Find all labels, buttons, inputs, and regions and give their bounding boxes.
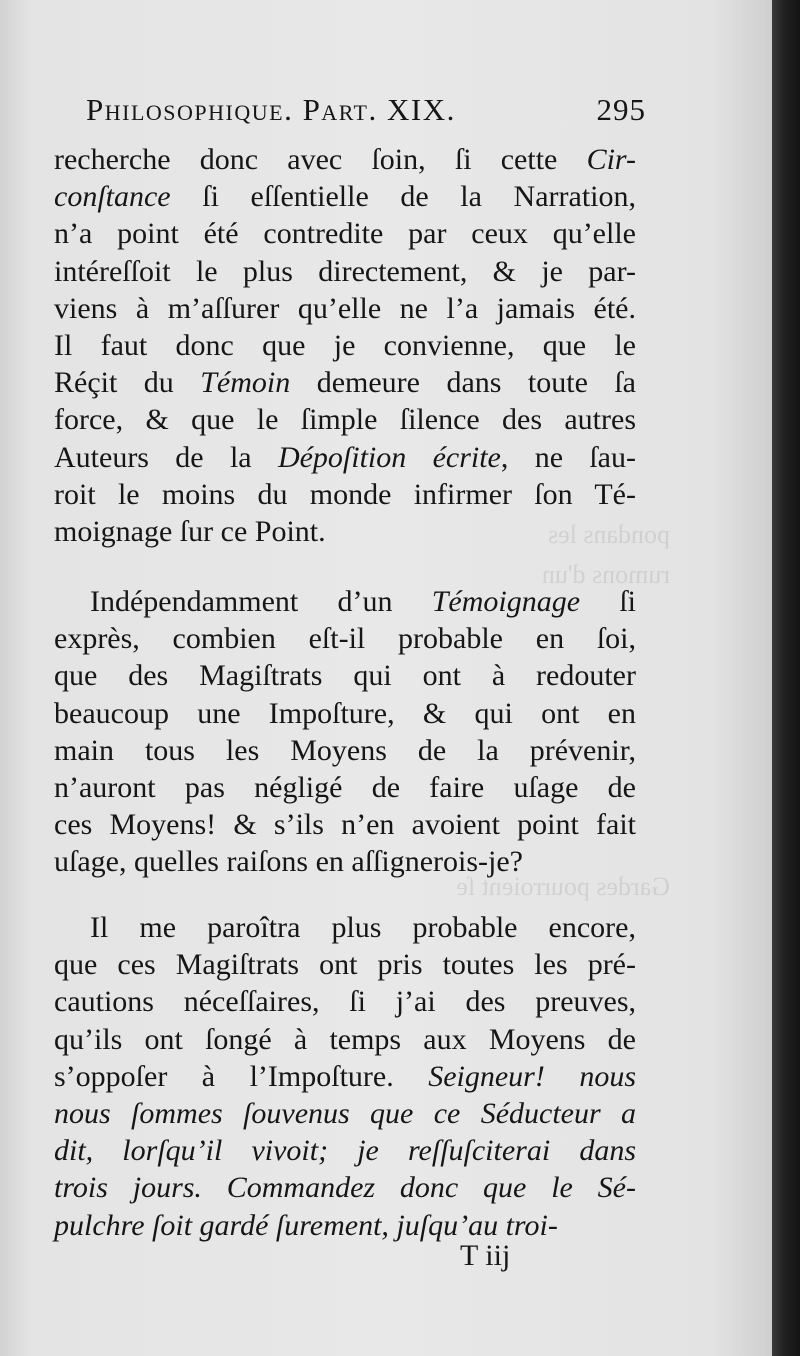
text-line [54, 475, 636, 515]
text-line [54, 1020, 636, 1060]
text-run: force, & que le ſimple ſilence des autres [54, 403, 636, 437]
text-run: qu’ils ont ſongé à temps aux Moyens de [54, 1022, 636, 1056]
text-run: Auteurs de la [54, 440, 278, 474]
text-run: exprès, combien eſt-il probable en ſoi, [54, 622, 636, 656]
text-run: dit, lorſqu’il vivoit; je reſſuſciterai dans [54, 1134, 636, 1168]
text-run: pulchre ſoit gardé ſurement, juſqu’au troi- [54, 1208, 558, 1242]
text-run: uſage, quelles raiſons en aſſignerois-je? [54, 845, 523, 879]
text-run: recherche donc avec ſoin, ſi cette [54, 143, 587, 176]
text-run: Témoignage [431, 585, 581, 618]
text-run: que ces Magiſtrats ont pris toutes les pré- [54, 948, 636, 982]
text-line [54, 1168, 636, 1208]
text-line [54, 619, 636, 659]
running-header [86, 88, 646, 136]
text-line [54, 289, 636, 329]
book-gutter-edge [772, 0, 800, 1356]
text-line [54, 363, 636, 403]
text-run: beaucoup une Impoſture, & qui ont en [54, 696, 636, 730]
text-line [54, 842, 636, 882]
text-run: n’auront pas négligé de faire uſage de [54, 771, 636, 804]
text-run: cautions néceſſaires, ſi j’ai des preuves, [54, 985, 636, 1019]
text-run: s’oppoſer à l’Impoſture. [54, 1059, 429, 1093]
text-run: intéreſſoit le plus directement, & je par- [54, 254, 636, 288]
text-line [54, 400, 636, 440]
text-run: ſi [580, 585, 636, 618]
text-line [54, 731, 636, 771]
text-line [54, 1094, 636, 1134]
text-run: n’a point été contredite par ceux qu’elle [54, 217, 636, 251]
text-line [54, 214, 636, 254]
show-through-text: pondans les [547, 520, 670, 549]
text-run: Il me paroîtra plus probable encore, [90, 911, 636, 944]
text-run: demeure dans toute ſa [290, 366, 637, 400]
text-run: conſtance [54, 180, 171, 214]
text-run: main tous les Moyens de la prévenir, [54, 733, 636, 767]
running-title: Philosophique. Part. XIX. [86, 92, 456, 127]
show-through-text: rumons d'un [541, 560, 670, 589]
text-run: , ne ſau- [500, 440, 636, 474]
text-line [54, 512, 636, 552]
text-run: moignage ſur ce Point. [54, 515, 326, 548]
text-run: Indépendamment d’un [90, 585, 432, 618]
text-run: ſi eſſentielle de la Narration, [170, 180, 636, 214]
text-line [54, 438, 636, 478]
text-run: ces Moyens! & s’ils n’en avoient point fait [54, 808, 636, 842]
text-line [54, 982, 636, 1022]
text-run: nous ſommes ſouvenus que ce Séducteur a [54, 1097, 636, 1130]
text-line [54, 908, 636, 948]
text-run: roit le moins du monde infirmer ſon Té- [54, 477, 636, 511]
text-run: Réçit du [54, 366, 201, 400]
text-run: que des Magiſtrats qui ont à redouter [54, 659, 636, 693]
text-line [54, 656, 636, 696]
text-run: Témoin [200, 366, 291, 400]
signature-mark: T iij [460, 1239, 511, 1272]
text-run: Cir- [586, 143, 636, 176]
text-run: Dépoſition écrite [277, 440, 501, 474]
text-line [54, 582, 636, 622]
text-line [54, 140, 636, 180]
text-line [54, 805, 636, 845]
text-run: trois jours. Commandez donc que le Sé- [54, 1171, 636, 1205]
text-run: viens à m’aſſurer qu’elle ne l’a jamais été. [54, 291, 636, 325]
text-line [54, 1057, 636, 1097]
text-run: Seigneur! nous [428, 1059, 636, 1093]
text-line [54, 1131, 636, 1171]
text-line [54, 177, 636, 217]
text-run: Il faut donc que je convienne, que le [54, 329, 636, 362]
text-line [54, 326, 636, 366]
text-line [54, 694, 636, 734]
show-through-text: Gardes pourroient ſe [456, 872, 670, 901]
page-number: 295 [596, 92, 646, 127]
text-line [54, 252, 636, 292]
text-line [54, 945, 636, 985]
text-line [54, 768, 636, 808]
